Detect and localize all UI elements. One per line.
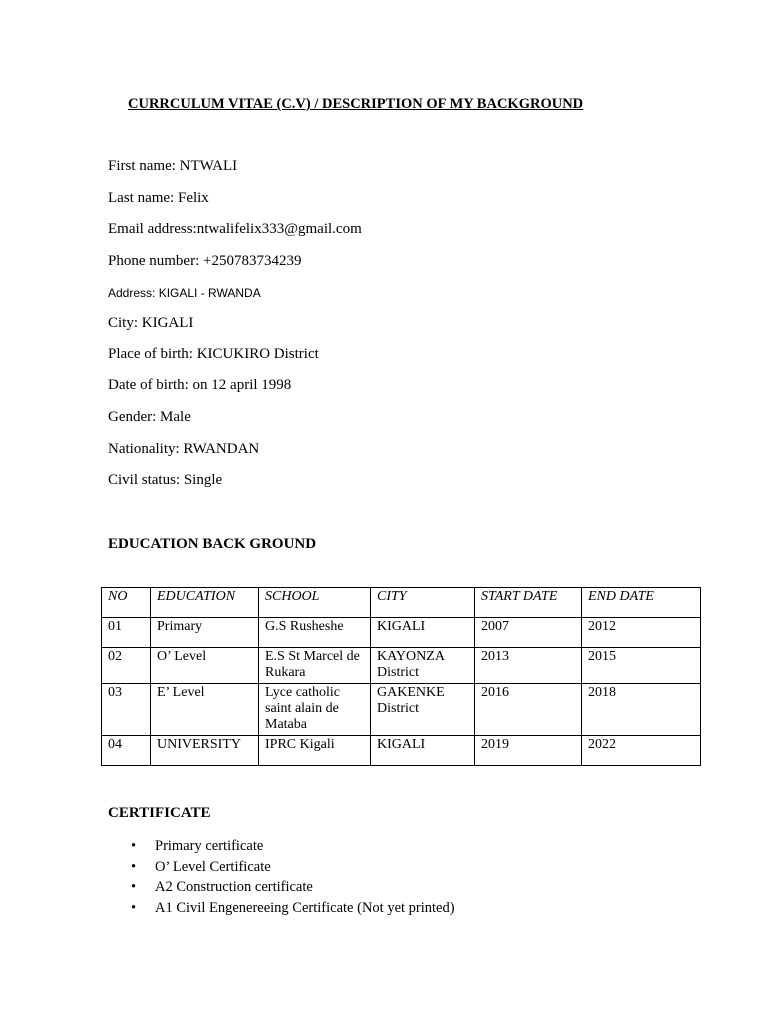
table-cell: UNIVERSITY (151, 736, 259, 766)
table-cell: E.S St Marcel de Rukara (259, 648, 371, 684)
first-name: First name: NTWALI (108, 158, 238, 174)
nationality: Nationality: RWANDAN (108, 441, 260, 457)
column-header: END DATE (582, 588, 701, 618)
table-cell: 2016 (475, 684, 582, 736)
phone-number: Phone number: +250783734239 (108, 253, 302, 269)
table-cell: O’ Level (151, 648, 259, 684)
gender: Gender: Male (108, 409, 191, 425)
certificate-list (108, 836, 455, 918)
table-row (102, 736, 701, 766)
table-cell: 2012 (582, 618, 701, 648)
table-cell: 2007 (475, 618, 582, 648)
last-name: Last name: Felix (108, 190, 209, 206)
table-header-row (102, 588, 701, 618)
list-item: • A1 Civil Engenereeing Certificate (Not yet printed) (108, 898, 455, 919)
place-of-birth: Place of birth: KICUKIRO District (108, 346, 319, 362)
city: City: KIGALI (108, 315, 194, 331)
list-item: • Primary certificate (108, 836, 455, 857)
table-cell: E’ Level (151, 684, 259, 736)
date-of-birth: Date of birth: on 12 april 1998 (108, 377, 292, 393)
table-cell: IPRC Kigali (259, 736, 371, 766)
table-cell: GAKENKE District (371, 684, 475, 736)
table-cell: Primary (151, 618, 259, 648)
list-item: • A2 Construction certificate (108, 877, 455, 898)
column-header: START DATE (475, 588, 582, 618)
table-cell: KIGALI (371, 618, 475, 648)
table-cell: 04 (102, 736, 151, 766)
education-table (101, 587, 701, 766)
column-header: CITY (371, 588, 475, 618)
column-header: SCHOOL (259, 588, 371, 618)
table-row (102, 618, 701, 648)
column-header: EDUCATION (151, 588, 259, 618)
table-row (102, 648, 701, 684)
table-cell: G.S Rusheshe (259, 618, 371, 648)
email-address: Email address:ntwalifelix333@gmail.com (108, 221, 362, 237)
list-item: • O’ Level Certificate (108, 857, 455, 878)
certificate-heading: CERTIFICATE (108, 805, 211, 821)
table-cell: KAYONZA District (371, 648, 475, 684)
table-cell: KIGALI (371, 736, 475, 766)
column-header: NO (102, 588, 151, 618)
address: Address: KIGALI - RWANDA (108, 286, 261, 300)
civil-status: Civil status: Single (108, 472, 223, 488)
table-cell: 2013 (475, 648, 582, 684)
table-cell: 2018 (582, 684, 701, 736)
table-cell: 02 (102, 648, 151, 684)
document-title: CURRCULUM VITAE (C.V) / DESCRIPTION OF MY BACKGROUND (128, 96, 584, 112)
table-cell: 2022 (582, 736, 701, 766)
education-heading: EDUCATION BACK GROUND (108, 536, 317, 552)
table-cell: 01 (102, 618, 151, 648)
table-cell: 2015 (582, 648, 701, 684)
table-cell: Lyce catholic saint alain de Mataba (259, 684, 371, 736)
table-row (102, 684, 701, 736)
table-cell: 03 (102, 684, 151, 736)
table-cell: 2019 (475, 736, 582, 766)
